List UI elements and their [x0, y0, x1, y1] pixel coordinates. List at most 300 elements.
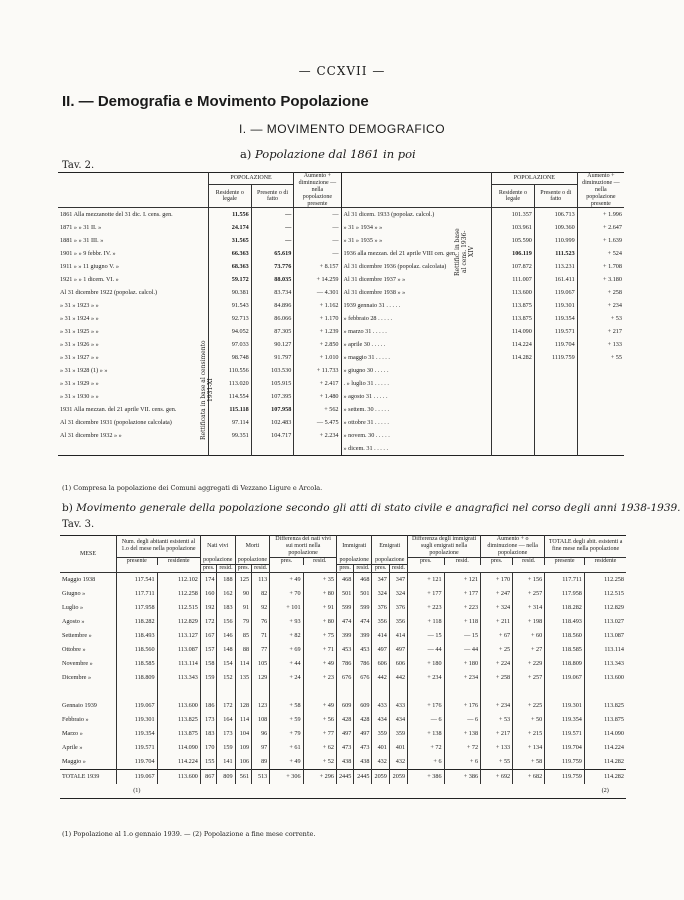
- t2-vertical-note: Rettificata in base al censimento 1931-XI: [200, 340, 214, 440]
- t3-diffn-res: + 49: [303, 699, 336, 713]
- t3-diffi-res: — 6: [444, 713, 481, 727]
- t2-row: [58, 221, 624, 234]
- t2-res: 68.363: [208, 260, 251, 273]
- t2-pres-right: [534, 377, 577, 390]
- t3-abit-pres: 118.493: [117, 629, 158, 643]
- t2-pres: 86.066: [251, 312, 294, 325]
- t2-res-right: 113.875: [491, 312, 534, 325]
- t3-hdr-morti-resid: resid.: [252, 565, 270, 573]
- t3-nati-pres: 158: [200, 657, 217, 671]
- t3-diffn-res: [303, 685, 336, 699]
- t2-aum: + 14.259: [294, 273, 341, 286]
- t2-res: 97.033: [208, 338, 251, 351]
- t2-label-right: » marzo 31 . . . . .: [341, 325, 491, 338]
- t3-morti-header: Morti: [235, 536, 270, 558]
- t3-nati-res: 148: [217, 643, 235, 657]
- t2-label: Al 31 dicembre 1922 (popolaz. calcol.): [60, 289, 158, 297]
- t2-footnote: (1) Compresa la popolazione dei Comuni aggregati di Vezzano Ligure e Arcola.: [62, 484, 323, 492]
- t3-aum-pres: + 25: [481, 643, 513, 657]
- t3-emi-res: [389, 685, 407, 699]
- t2-label: 1911 » » 11 giugno V. »: [60, 263, 119, 271]
- t3-diffn-pres: + 70: [270, 587, 303, 601]
- t2-pres: —: [251, 221, 294, 234]
- t3-diffn-res-total: + 296: [303, 769, 336, 784]
- t3-aum-res: [513, 685, 545, 699]
- t3-tot-pres: [545, 685, 585, 699]
- t3-diffn-res: + 56: [303, 713, 336, 727]
- section-title: II. — Demografia e Movimento Popolazione: [62, 93, 369, 110]
- t3-row: [60, 657, 626, 671]
- t2-row: [58, 247, 624, 260]
- t2-label-right: » dicem. 31 . . . . .: [341, 442, 491, 456]
- t3-diffi-pres: — 44: [408, 643, 445, 657]
- t2-label-right: . » luglio 31 . . . . .: [341, 377, 491, 390]
- t2-pres-header: Presente o di fatto: [251, 185, 294, 208]
- t2-pres-right: 1119.759: [534, 351, 577, 364]
- t2-row: [58, 364, 624, 377]
- t3-hdr-resid-b: resid.: [444, 557, 481, 564]
- t3-imm-res: 676: [354, 671, 372, 685]
- t2-res: 59.172: [208, 273, 251, 286]
- t2-pres-right: 119.571: [534, 325, 577, 338]
- t2-row: [58, 429, 624, 442]
- t3-nati-pres: 170: [200, 741, 217, 755]
- t2-pres-right: [534, 403, 577, 416]
- t2-aum-right: [577, 429, 624, 442]
- t3-aum-res: + 156: [513, 572, 545, 587]
- t3-note-cell-blank2: [157, 784, 584, 799]
- t3-abit-res: 113.087: [157, 643, 200, 657]
- t3-nati-res: 172: [217, 699, 235, 713]
- t2-aum-right: + 258: [577, 286, 624, 299]
- t3-note-cell-blank: [60, 784, 117, 799]
- t3-emi-res: 432: [389, 755, 407, 770]
- t3-tot-pres: 118.282: [545, 601, 585, 615]
- t2-pres: —: [251, 234, 294, 247]
- t3-morti-pres: [235, 685, 252, 699]
- t2-label: 1901 » » 9 febbr. IV. »: [60, 250, 116, 258]
- t2-row: [58, 286, 624, 299]
- t3-row: [60, 685, 626, 699]
- t2-aum-right: [577, 403, 624, 416]
- t3-nati-pres: 186: [200, 699, 217, 713]
- t3-mese: Novembre »: [62, 660, 93, 668]
- t3-totale-header: TOTALE degli abit. esistenti a fine mese nella popolazione: [545, 536, 626, 558]
- t2-res-right: [491, 390, 534, 403]
- t3-abit-res: 113.343: [157, 671, 200, 685]
- t2-aum-right: + 3.180: [577, 273, 624, 286]
- t3-emi-pres: 442: [372, 671, 389, 685]
- t2-aum-right: [577, 390, 624, 403]
- t3-diffi-pres: [408, 685, 445, 699]
- t2-pres: 104.717: [251, 429, 294, 442]
- t2-aum: — 5.475: [294, 416, 341, 429]
- t3-nati-pres: [200, 685, 217, 699]
- t2-aum-right: + 2.647: [577, 221, 624, 234]
- t3-abit-pres: 118.282: [117, 615, 158, 629]
- t2-pres-right: 111.523: [534, 247, 577, 260]
- t3-aum-res: + 314: [513, 601, 545, 615]
- t3-tot-pres: 118.493: [545, 615, 585, 629]
- t3-aum-pres: + 217: [481, 727, 513, 741]
- t3-row: [60, 572, 626, 587]
- part-a-prefix: a): [240, 147, 252, 161]
- t2-label-right: » giugno 30 . . . . .: [341, 364, 491, 377]
- t3-diffi-pres: + 176: [408, 699, 445, 713]
- t3-diffn-res: + 71: [303, 643, 336, 657]
- t2-label-right: » novem. 30 . . . . .: [341, 429, 491, 442]
- t2-res-right: 107.872: [491, 260, 534, 273]
- t3-diffn-res: + 23: [303, 671, 336, 685]
- part-a-text: Popolazione dal 1861 in poi: [255, 147, 416, 161]
- t2-pres: 87.305: [251, 325, 294, 338]
- t2-label-right: Al 31 dicembre 1936 (popolaz. calcolata): [341, 260, 491, 273]
- t2-row: [58, 208, 624, 222]
- t2-pres: 83.734: [251, 286, 294, 299]
- t2-pres-right: [534, 364, 577, 377]
- t3-aum-pres: + 53: [481, 713, 513, 727]
- t3-mese: Ottobre »: [62, 646, 86, 654]
- t2-pop-header: POPOLAZIONE: [208, 173, 293, 185]
- t3-diffi-pres: + 177: [408, 587, 445, 601]
- t2-aum-right: [577, 442, 624, 456]
- t3-imm-pres: [336, 685, 353, 699]
- t2-pres: —: [251, 208, 294, 222]
- t3-diffi-pres: + 223: [408, 601, 445, 615]
- t2-row: [58, 273, 624, 286]
- t2-label: » 31 » 1927 » »: [60, 354, 99, 362]
- t2-aum-right: + 1.996: [577, 208, 624, 222]
- t3-morti-res: 92: [252, 601, 270, 615]
- t3-nati-res-total: 809: [217, 769, 235, 784]
- t3-hdr-morti-pop: popolazione: [235, 557, 270, 564]
- t2-aum: —: [294, 208, 341, 222]
- t3-diffn-pres: + 49: [270, 572, 303, 587]
- t3-total-row: [60, 769, 626, 784]
- t3-tot-res: 113.114: [584, 643, 626, 657]
- t3-aum-pres: + 234: [481, 699, 513, 713]
- t3-footnote: (1) Popolazione al 1.o gennaio 1939. — (2) Popolazione a fine mese corrente.: [62, 830, 316, 838]
- tav2-label: Tav. 2.: [62, 160, 95, 171]
- t2-aum: + 562: [294, 403, 341, 416]
- t3-hdr-resid-c: resid.: [513, 557, 545, 564]
- population-table: [58, 172, 624, 456]
- t2-res: 114.554: [208, 390, 251, 403]
- t3-tot-res: 112.515: [584, 587, 626, 601]
- t3-abit-res: 113.825: [157, 713, 200, 727]
- t3-diffn-res: + 75: [303, 629, 336, 643]
- t3-mese-total: TOTALE 1939: [62, 773, 100, 781]
- t3-mese-header: MESE: [79, 550, 96, 557]
- t3-abit-res: 112.258: [157, 587, 200, 601]
- t2-pres-right: [534, 390, 577, 403]
- t2-res: 97.114: [208, 416, 251, 429]
- t2-aum-header: Aumento + diminuzione — nella popolazione presente: [294, 173, 341, 208]
- t2-res: 24.174: [208, 221, 251, 234]
- t3-imm-res: 428: [354, 713, 372, 727]
- t3-tot-res: 113.343: [584, 657, 626, 671]
- t2-aum-right: + 1.708: [577, 260, 624, 273]
- t3-emi-res: 401: [389, 741, 407, 755]
- t2-label-right: 1939 gennaio 31 . . . . .: [341, 299, 491, 312]
- t3-diffi-res: + 223: [444, 601, 481, 615]
- t3-morti-res: 76: [252, 615, 270, 629]
- t3-diffi-pres: + 121: [408, 572, 445, 587]
- t3-morti-res: 89: [252, 755, 270, 770]
- t2-label: 1921 » » 1 dicem. VI. »: [60, 276, 119, 284]
- t3-mese: Agosto »: [62, 618, 85, 626]
- t3-hdr-emi-resid: resid.: [389, 565, 407, 573]
- t3-aum-pres: + 55: [481, 755, 513, 770]
- t3-nati-res: 146: [217, 629, 235, 643]
- t3-morti-res: 97: [252, 741, 270, 755]
- t2-res: 91.543: [208, 299, 251, 312]
- t3-mese: Aprile »: [62, 744, 83, 752]
- t3-morti-res: 108: [252, 713, 270, 727]
- t3-nati-pres: 192: [200, 601, 217, 615]
- t3-morti-pres: 88: [235, 643, 252, 657]
- t2-row: [58, 377, 624, 390]
- t3-diffn-res: + 62: [303, 741, 336, 755]
- t3-tot-pres: 118.560: [545, 629, 585, 643]
- t3-abit-pres-total: 119.067: [117, 769, 158, 784]
- t3-abit-pres: 117.541: [117, 572, 158, 587]
- t3-tot-pres: 119.571: [545, 727, 585, 741]
- t2-label-right: » ottobre 31 . . . . .: [341, 416, 491, 429]
- t3-mese: Febbraio »: [62, 716, 89, 724]
- t3-emi-pres: 401: [372, 741, 389, 755]
- part-b-text: Movimento generale della popolazione secondo gli atti di stato civile e anagrafici nel corso degli anni 1938-1939.: [76, 502, 681, 514]
- t2-res-right: 113.600: [491, 286, 534, 299]
- subsection-title: I. — MOVIMENTO DEMOGRAFICO: [238, 122, 446, 136]
- t3-tot-res: 113.600: [584, 671, 626, 685]
- t2-res: 98.748: [208, 351, 251, 364]
- t2-pres-header-right: Presente o di fatto: [534, 185, 577, 208]
- t2-pres-right: 119.067: [534, 286, 577, 299]
- t3-imm-pres: 599: [336, 601, 353, 615]
- t2-res: 113.020: [208, 377, 251, 390]
- t2-res: 110.556: [208, 364, 251, 377]
- t3-aum-pres: + 258: [481, 671, 513, 685]
- t3-nati-pres: 157: [200, 643, 217, 657]
- t3-emi-pres: [372, 685, 389, 699]
- t3-row: [60, 699, 626, 713]
- t2-col-label: [58, 173, 208, 208]
- t2-pres-right: 119.301: [534, 299, 577, 312]
- t2-label: » 31 » 1923 » »: [60, 302, 99, 310]
- t3-morti-res: 77: [252, 643, 270, 657]
- t3-mese: [60, 685, 117, 699]
- t2-label: » 31 » 1930 » »: [60, 393, 99, 401]
- t2-res-right: 114.224: [491, 338, 534, 351]
- t3-nati-res: 152: [217, 671, 235, 685]
- t3-hdr-resid-a: resid.: [303, 557, 336, 564]
- t2-pres: 91.797: [251, 351, 294, 364]
- t3-abit-res: 114.224: [157, 755, 200, 770]
- t3-diffn-pres: + 82: [270, 629, 303, 643]
- t3-emi-pres: 376: [372, 601, 389, 615]
- t2-res: 66.363: [208, 247, 251, 260]
- t3-row: [60, 643, 626, 657]
- t3-hdr-emi-pres: pres.: [372, 565, 389, 573]
- t2-res-right: 113.875: [491, 299, 534, 312]
- t3-diffi-pres: + 72: [408, 741, 445, 755]
- part-b-title: [62, 502, 681, 514]
- t3-mese: Dicembre »: [62, 674, 92, 682]
- t3-tot-pres: 119.354: [545, 713, 585, 727]
- t3-tot-res: [584, 685, 626, 699]
- t3-diffi-res: + 121: [444, 572, 481, 587]
- t3-emi-pres: 347: [372, 572, 389, 587]
- t3-emi-pres: 432: [372, 755, 389, 770]
- t3-tot-res: 114.090: [584, 727, 626, 741]
- t2-res-right: 114.090: [491, 325, 534, 338]
- t3-imm-res: 474: [354, 615, 372, 629]
- t2-label: » 31 » 1928 (1) » »: [60, 367, 108, 375]
- t2-aum: —: [294, 247, 341, 260]
- t2-label-right: » aprile 30 . . . . .: [341, 338, 491, 351]
- t3-morti-pres: 90: [235, 587, 252, 601]
- t3-aum-res: + 225: [513, 699, 545, 713]
- t3-abit-res: 112.829: [157, 615, 200, 629]
- t3-diffn-pres: + 44: [270, 657, 303, 671]
- t2-pres-right: [534, 416, 577, 429]
- t3-hdr-nati-pres: pres.: [200, 565, 217, 573]
- t3-imm-pres: 468: [336, 572, 353, 587]
- t3-aum-pres: + 211: [481, 615, 513, 629]
- t3-row: [60, 587, 626, 601]
- t3-tot-res-total: 114.282: [584, 769, 626, 784]
- t3-abit-res: 113.600: [157, 699, 200, 713]
- t2-pres-right: [534, 429, 577, 442]
- t3-hdr-spacer2: [270, 565, 337, 573]
- t3-mese: Giugno »: [62, 590, 86, 598]
- t3-emi-pres: 359: [372, 727, 389, 741]
- t3-diffi-res: + 6: [444, 755, 481, 770]
- t3-diffi-pres: + 234: [408, 671, 445, 685]
- t3-morti-pres: 114: [235, 713, 252, 727]
- t3-hdr-pres-b: pres.: [408, 557, 445, 564]
- t2-pres: 107.395: [251, 390, 294, 403]
- t3-morti-pres: 85: [235, 629, 252, 643]
- t3-immigrati-header: Immigrati: [336, 536, 372, 558]
- t2-label-right: » 31 » 1934 » »: [341, 221, 491, 234]
- t3-aum-pres: + 247: [481, 587, 513, 601]
- t2-label-right: 1936 alla mezzan. del 21 aprile VIII cen. gen.: [341, 247, 491, 260]
- t2-aum-right: + 524: [577, 247, 624, 260]
- t2-pres: 103.530: [251, 364, 294, 377]
- t3-tot-pres: 119.759: [545, 755, 585, 770]
- t3-mese: Maggio 1938: [62, 576, 96, 584]
- t2-res-header-right: Residente o legale: [491, 185, 534, 208]
- t3-diffi-pres: + 118: [408, 615, 445, 629]
- t2-res: 99.351: [208, 429, 251, 442]
- t3-morti-res: 129: [252, 671, 270, 685]
- t3-morti-res: 123: [252, 699, 270, 713]
- t3-emi-res: 359: [389, 727, 407, 741]
- t3-imm-res: 786: [354, 657, 372, 671]
- t2-aum: + 1.010: [294, 351, 341, 364]
- t3-aum-res: + 229: [513, 657, 545, 671]
- t3-emi-res: 347: [389, 572, 407, 587]
- t3-aum-pres: + 170: [481, 572, 513, 587]
- t2-pres-right: [534, 442, 577, 456]
- t3-diffn-res: + 80: [303, 587, 336, 601]
- t3-imm-res: 438: [354, 755, 372, 770]
- t3-abit-res: 113.127: [157, 629, 200, 643]
- t3-emi-pres: 433: [372, 699, 389, 713]
- t2-pres: 84.896: [251, 299, 294, 312]
- t2-pres: 105.915: [251, 377, 294, 390]
- t3-diffimm-header: Differenza degli immigrati sugli emigrati nella popolazione: [408, 536, 481, 558]
- t2-aum: — 4.301: [294, 286, 341, 299]
- t3-nati-pres: 173: [200, 713, 217, 727]
- t3-tot-pres: 119.704: [545, 741, 585, 755]
- t3-diffi-pres: — 15: [408, 629, 445, 643]
- t3-emi-res: 324: [389, 587, 407, 601]
- t3-tot-pres: 119.301: [545, 699, 585, 713]
- t3-morti-pres: 135: [235, 671, 252, 685]
- t2-label-right: » settem. 30 . . . . .: [341, 403, 491, 416]
- t2-pres: 107.958: [251, 403, 294, 416]
- t3-imm-pres: 438: [336, 755, 353, 770]
- t2-label: » 31 » 1924 » »: [60, 315, 99, 323]
- t3-hdr-spacer: [117, 565, 201, 573]
- t2-row: [58, 338, 624, 351]
- t2-label-right: Al 31 dicem. 1933 (popolaz. calcol.): [341, 208, 491, 222]
- t2-row: [58, 416, 624, 429]
- t2-aum: + 1.239: [294, 325, 341, 338]
- t3-morti-pres: 106: [235, 755, 252, 770]
- t2-res: 11.556: [208, 208, 251, 222]
- t3-diffn-pres: + 93: [270, 615, 303, 629]
- t2-pres: 65.619: [251, 247, 294, 260]
- t2-label: 1861 Alla mezzanotte del 31 dic. I. cens. gen.: [60, 211, 173, 219]
- t3-morti-pres: 109: [235, 741, 252, 755]
- t3-hdr-nati-pop: popolazione: [200, 557, 235, 564]
- t3-row: [60, 713, 626, 727]
- t3-abit-res-total: 113.600: [157, 769, 200, 784]
- t3-nati-res: 141: [217, 755, 235, 770]
- t3-hdr-pres-a: pres.: [270, 557, 303, 564]
- t2-aum-right: + 133: [577, 338, 624, 351]
- t3-imm-res: 497: [354, 727, 372, 741]
- t3-diffnati-header: Differenza dei nati vivi sui morti nella popolazione: [270, 536, 337, 558]
- t3-row: [60, 755, 626, 770]
- t3-nati-res: 188: [217, 572, 235, 587]
- t3-morti-pres: 128: [235, 699, 252, 713]
- t3-imm-res: 468: [354, 572, 372, 587]
- t3-imm-pres: 399: [336, 629, 353, 643]
- t2-res: 115.118: [208, 403, 251, 416]
- t3-tot-res: 113.027: [584, 615, 626, 629]
- t3-imm-pres: 497: [336, 727, 353, 741]
- t3-emi-pres: 324: [372, 587, 389, 601]
- t3-mese: Gennaio 1939: [62, 702, 97, 710]
- t3-tot-pres: 119.067: [545, 671, 585, 685]
- t3-hdr-spacer3: [408, 565, 626, 573]
- t2-pres-right: 119.354: [534, 312, 577, 325]
- t2-pres-right: 106.713: [534, 208, 577, 222]
- t3-aum-res: + 60: [513, 629, 545, 643]
- t2-res: [208, 442, 251, 456]
- t3-nati-pres: 172: [200, 615, 217, 629]
- t2-aum-header-right: Aumento + diminuzione — nella popolazione presente: [577, 173, 624, 208]
- t3-abit-res: [157, 685, 200, 699]
- t2-label: 1881 » » 31 III. »: [60, 237, 104, 245]
- t3-diffi-res: + 234: [444, 671, 481, 685]
- t3-nati-res: [217, 685, 235, 699]
